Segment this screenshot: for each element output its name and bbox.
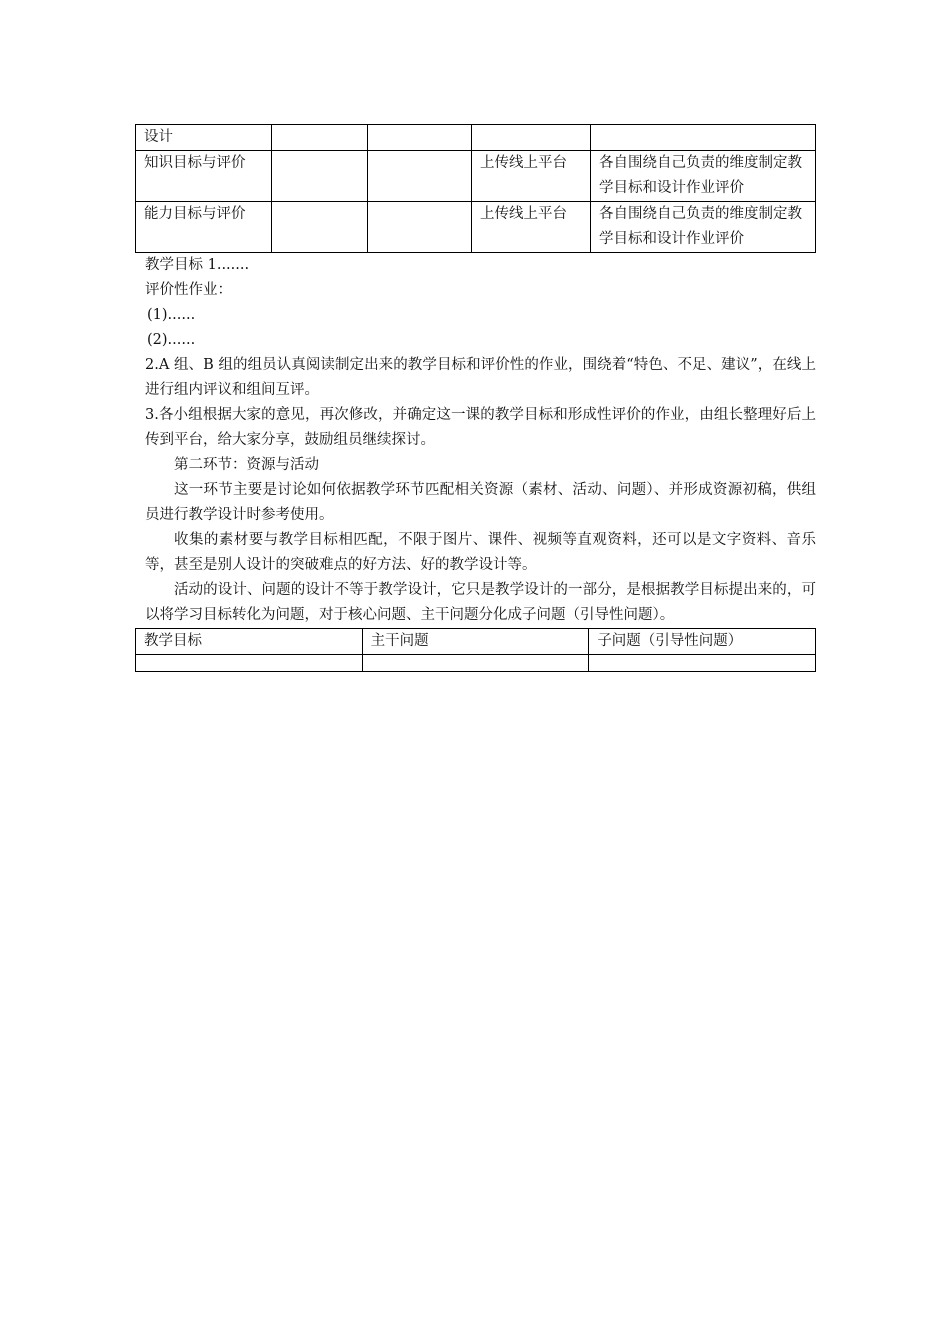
table-row <box>136 655 816 672</box>
table-cell <box>272 202 368 253</box>
table-cell <box>591 125 816 151</box>
table-header-cell: 子问题（引导性问题） <box>589 629 816 655</box>
table-cell: 各自围绕自己负责的维度制定教学目标和设计作业评价 <box>591 202 816 253</box>
table-cell: 知识目标与评价 <box>136 151 272 202</box>
table-header-cell: 主干问题 <box>362 629 589 655</box>
table-header-cell: 教学目标 <box>136 629 363 655</box>
table-cell: 设计 <box>136 125 272 151</box>
table-cell <box>472 125 591 151</box>
body-line: 评价性作业： <box>145 282 232 298</box>
table-cell: 上传线上平台 <box>472 202 591 253</box>
table-cell <box>272 125 368 151</box>
table-cell <box>589 655 816 672</box>
body-paragraph: 活动的设计、问题的设计不等于教学设计，它只是教学设计的一部分，是根据教学目标提出来的，可以将学习目标转化为问题，对于核心问题、主干问题分化成子问题（引导性问题）。 <box>145 582 816 623</box>
body-paragraph: 这一环节主要是讨论如何依据教学环节匹配相关资源（素材、活动、问题）、并形成资源初稿，供组员进行教学设计时参考使用。 <box>145 482 816 523</box>
section-heading: 第二环节：资源与活动 <box>174 457 319 473</box>
body-line: 教学目标 1....... <box>145 257 250 273</box>
body-line: (2)...... <box>147 332 196 348</box>
table-row <box>136 202 816 253</box>
body-paragraph: 2.A 组、B 组的组员认真阅读制定出来的教学目标和评价性的作业，围绕着“特色、不足、建议”，在线上进行组内评议和组间互评。 <box>145 357 816 398</box>
table-cell <box>362 655 589 672</box>
questions-table <box>135 628 816 672</box>
table-cell <box>368 151 472 202</box>
document-page <box>135 124 816 672</box>
table-cell <box>272 151 368 202</box>
table-cell <box>136 655 363 672</box>
body-paragraph: 3.各小组根据大家的意见，再次修改，并确定这一课的教学目标和形成性评价的作业，由组长整理好后上传到平台，给大家分享，鼓励组员继续探讨。 <box>145 407 816 448</box>
table-cell <box>368 202 472 253</box>
body-paragraph: 收集的素材要与教学目标相匹配，不限于图片、课件、视频等直观资料，还可以是文字资料、音乐等，甚至是别人设计的突破难点的好方法、好的教学设计等。 <box>145 532 816 573</box>
table-cell: 各自围绕自己负责的维度制定教学目标和设计作业评价 <box>591 151 816 202</box>
table-row <box>136 151 816 202</box>
tasks-table <box>135 124 816 253</box>
table-cell <box>368 125 472 151</box>
table-row <box>136 125 816 151</box>
body-line: (1)...... <box>147 307 196 323</box>
table-cell: 上传线上平台 <box>472 151 591 202</box>
table-cell: 能力目标与评价 <box>136 202 272 253</box>
table-header-row <box>136 629 816 655</box>
